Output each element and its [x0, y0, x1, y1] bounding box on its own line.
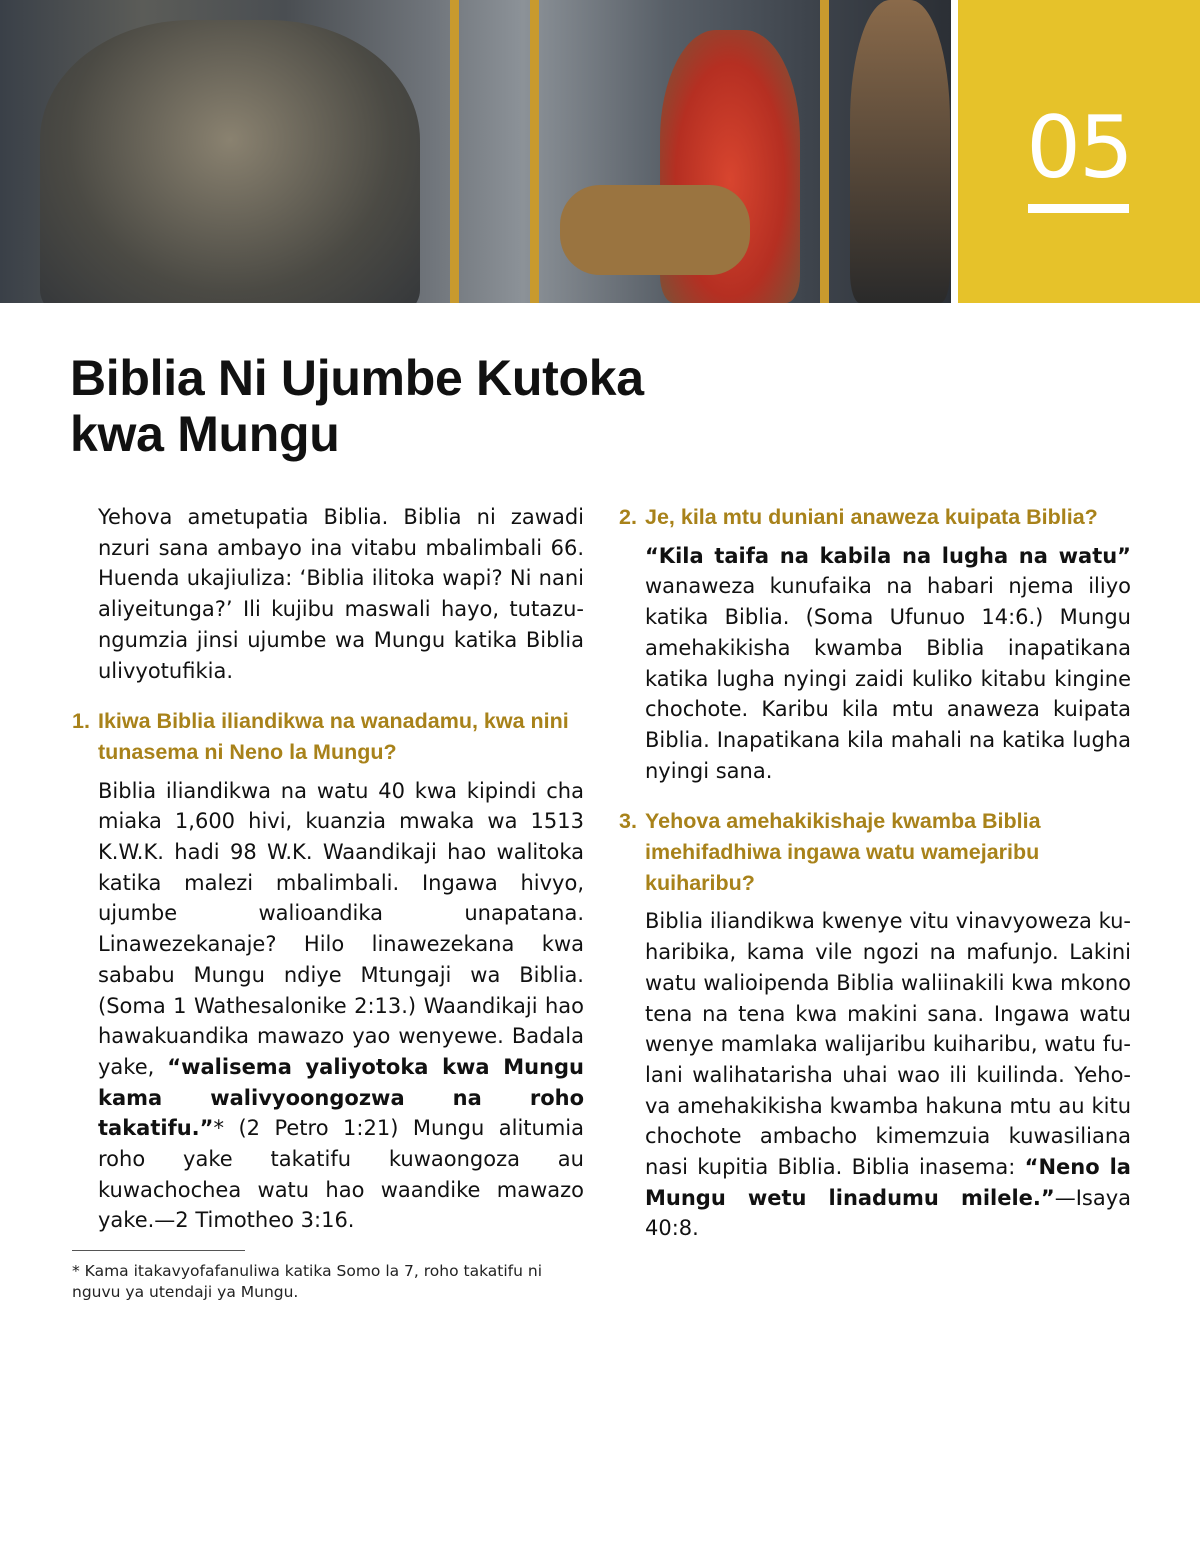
photo-legs — [560, 185, 750, 275]
question-2 — [619, 502, 1131, 533]
answer-text: —Isaya 40:8. — [645, 1185, 1131, 1241]
chapter-badge — [958, 0, 1200, 303]
question-number: 3. — [619, 809, 637, 834]
question-number: 1. — [72, 709, 90, 734]
right-column — [619, 482, 1131, 1244]
answer-text: wanaweza kunufaika na habari njema iliyo katika Biblia. (Soma Ufunuo 14:6.) Mungu amehakikisha kwamba Biblia inapatikana katika lugha nyingi zaidi kuliko kitabu kingine chochote. Karibu kila mtu anaweza kuipata Biblia. Inapatikana kila mahali na katika lugha nyingi sana. — [645, 574, 1131, 783]
footnote: * Kama itakavyofafanuliwa katika Somo la 7, roho takatifu ni nguvu ya utendaji ya Mungu. — [72, 1262, 543, 1302]
page-title-line2: kwa Mungu — [70, 406, 340, 462]
left-column — [72, 502, 584, 1303]
intro-paragraph: Yehova ametupatia Biblia. Biblia ni zawadi nzuri sana ambayo ina vitabu mbalimbali 66. Huenda ukajiuliza: ‘Biblia ilitoka wapi? Ni nani aliyeitunga?’ Ili kujibu maswali hayo, tutazungumzia jinsi ujumbe wa Mungu katika Biblia ulivyotufikia. — [98, 505, 584, 683]
photo-pole — [450, 0, 459, 303]
answer-text: (2 Petro 1:21) Mungu alitumia roho yake takatifu kuwaongoza au kuwachochea watu hao waandike mawazo yake.—2 Timotheo 3:16. — [98, 1116, 584, 1233]
question-text: Ikiwa Biblia iliandikwa na wanadamu, kwa nini tunasema ni Neno la Mungu? — [98, 709, 569, 764]
question-3 — [619, 806, 1131, 898]
answer-1 — [98, 776, 584, 1237]
page-title-line1: Biblia Ni Ujumbe Kutoka — [70, 350, 644, 406]
footnote-marker[interactable]: * — [213, 1116, 224, 1141]
header-photo-bus-reader — [0, 0, 951, 303]
answer-text: Biblia iliandikwa kwenye vitu vinavyoweza kuharibika, kama vile ngozi na mafunjo. Lakini watu walioipenda Biblia waliinakili kwa mkono tena na tena kwa makini sana. Ingawa watu wenye mamlaka walijaribu kuiharibu, watu fulani walihatarisha uhai wao ili kuilinda. Yehova amehakikisha kwamba hakuna mtu au kitu chochote ambacho kimemzuia kuwasiliana nasi kupitia Biblia. Biblia inasema: — [645, 909, 1131, 1180]
photo-standing-passenger — [850, 0, 950, 303]
question-text: Je, kila mtu duniani anaweza kuipata Biblia? — [645, 505, 1098, 529]
photo-pole — [530, 0, 539, 303]
quoted-scripture: “Kila taifa na kabila na lugha na watu” — [645, 543, 1131, 568]
footnote-divider — [72, 1250, 245, 1251]
photo-pole — [820, 0, 829, 303]
question-1 — [72, 706, 584, 767]
question-number: 2. — [619, 505, 637, 529]
chapter-underline — [1028, 204, 1129, 213]
photo-sleeping-passenger — [40, 20, 420, 303]
answer-3 — [645, 906, 1131, 1244]
answer-2 — [645, 541, 1131, 787]
answer-text: Biblia iliandikwa na watu 40 kwa kipindi cha miaka 1,600 hivi, kuanzia mwaka wa 1513 K.W.K. hadi 98 W.K. Waandikaji hao walitoka katika malezi mbalimbali. Ingawa hivyo, ujumbe walioandika unapatana. Linawezekanaje? Hilo linawezekana kwa sababu Mungu ndiye Mtungaji wa Biblia. (Soma 1 Wathesalonike 2:13.) Waandikaji hao hawakuandika mawazo yao wenyewe. Badala yake, — [98, 778, 584, 1079]
quoted-scripture: “walisema yaliyotoka kwa Mungu kama walivyoongozwa na roho takatifu.” — [98, 1054, 585, 1141]
chapter-number: 05 — [1026, 98, 1132, 198]
quoted-scripture: “Neno la Mungu wetu linadumu milele.” — [645, 1155, 1131, 1210]
question-text: Yehova amehakikishaje kwamba Biblia imehifadhiwa ingawa watu wamejaribu kuiharibu? — [645, 809, 1041, 895]
page-title — [70, 350, 644, 462]
